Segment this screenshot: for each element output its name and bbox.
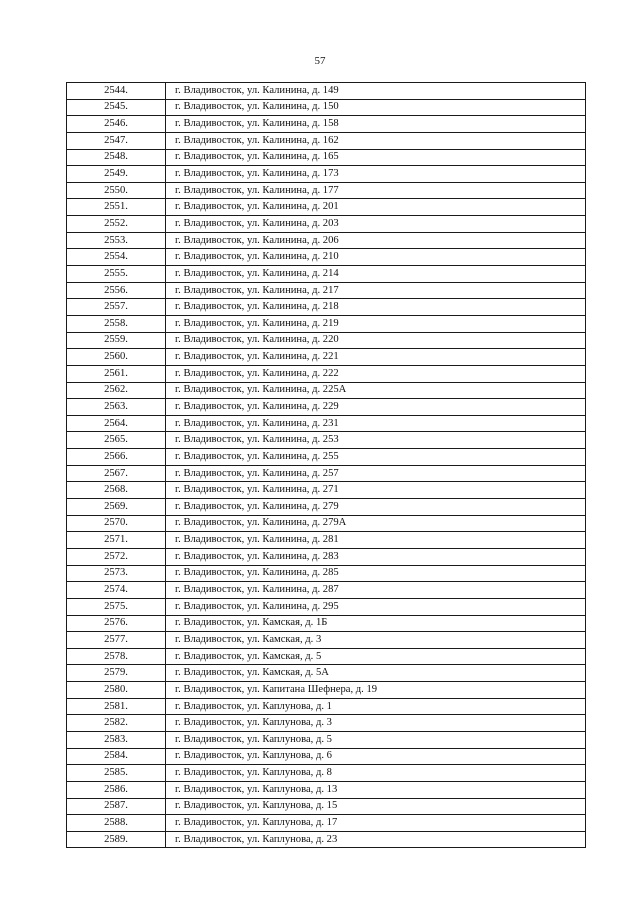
table-row [67,765,586,782]
address-cell: г. Владивосток, ул. Камская, д. 5А [166,665,586,682]
address-cell: г. Владивосток, ул. Калинина, д. 257 [166,465,586,482]
address-cell: г. Владивосток, ул. Калинина, д. 217 [166,282,586,299]
table-row [67,665,586,682]
address-table [66,82,586,848]
address-cell: г. Владивосток, ул. Калинина, д. 279 [166,499,586,516]
address-cell: г. Владивосток, ул. Каплунова, д. 6 [166,748,586,765]
address-cell: г. Владивосток, ул. Калинина, д. 165 [166,149,586,166]
address-cell: г. Владивосток, ул. Калинина, д. 149 [166,83,586,100]
table-row [67,781,586,798]
table-row [67,216,586,233]
row-number-cell: 2559. [67,332,166,349]
address-cell: г. Владивосток, ул. Калинина, д. 279А [166,515,586,532]
address-cell: г. Владивосток, ул. Калинина, д. 214 [166,266,586,283]
table-row [67,315,586,332]
address-table-body [67,83,586,848]
address-cell: г. Владивосток, ул. Калинина, д. 201 [166,199,586,216]
row-number-cell: 2549. [67,166,166,183]
row-number-cell: 2578. [67,648,166,665]
row-number-cell: 2582. [67,715,166,732]
table-row [67,682,586,699]
row-number-cell: 2544. [67,83,166,100]
table-row [67,731,586,748]
table-row [67,415,586,432]
row-number-cell: 2580. [67,682,166,699]
table-row [67,349,586,366]
row-number-cell: 2576. [67,615,166,632]
row-number-cell: 2554. [67,249,166,266]
address-cell: г. Владивосток, ул. Калинина, д. 287 [166,582,586,599]
address-cell: г. Владивосток, ул. Калинина, д. 255 [166,449,586,466]
row-number-cell: 2568. [67,482,166,499]
table-row [67,149,586,166]
table-row [67,249,586,266]
table-row [67,166,586,183]
row-number-cell: 2588. [67,815,166,832]
address-cell: г. Владивосток, ул. Калинина, д. 283 [166,548,586,565]
table-row [67,632,586,649]
row-number-cell: 2570. [67,515,166,532]
table-row [67,831,586,848]
address-cell: г. Владивосток, ул. Каплунова, д. 17 [166,815,586,832]
row-number-cell: 2574. [67,582,166,599]
table-row [67,598,586,615]
row-number-cell: 2548. [67,149,166,166]
row-number-cell: 2572. [67,548,166,565]
table-row [67,432,586,449]
table-row [67,299,586,316]
row-number-cell: 2545. [67,99,166,116]
address-cell: г. Владивосток, ул. Калинина, д. 219 [166,315,586,332]
table-row [67,499,586,516]
row-number-cell: 2552. [67,216,166,233]
address-cell: г. Владивосток, ул. Калинина, д. 229 [166,399,586,416]
row-number-cell: 2556. [67,282,166,299]
address-cell: г. Владивосток, ул. Каплунова, д. 13 [166,781,586,798]
address-cell: г. Владивосток, ул. Калинина, д. 253 [166,432,586,449]
address-cell: г. Владивосток, ул. Камская, д. 1Б [166,615,586,632]
row-number-cell: 2581. [67,698,166,715]
row-number-cell: 2583. [67,731,166,748]
row-number-cell: 2547. [67,132,166,149]
table-row [67,449,586,466]
row-number-cell: 2546. [67,116,166,133]
row-number-cell: 2569. [67,499,166,516]
table-row [67,99,586,116]
row-number-cell: 2585. [67,765,166,782]
row-number-cell: 2579. [67,665,166,682]
table-row [67,365,586,382]
row-number-cell: 2573. [67,565,166,582]
table-row [67,116,586,133]
address-cell: г. Владивосток, ул. Калинина, д. 150 [166,99,586,116]
row-number-cell: 2571. [67,532,166,549]
row-number-cell: 2550. [67,182,166,199]
table-row [67,199,586,216]
table-row [67,232,586,249]
address-cell: г. Владивосток, ул. Капитана Шефнера, д. 19 [166,682,586,699]
table-row [67,565,586,582]
page-number: 57 [314,55,326,67]
table-row [67,648,586,665]
address-cell: г. Владивосток, ул. Каплунова, д. 1 [166,698,586,715]
address-cell: г. Владивосток, ул. Калинина, д. 285 [166,565,586,582]
address-cell: г. Владивосток, ул. Каплунова, д. 5 [166,731,586,748]
address-cell: г. Владивосток, ул. Калинина, д. 203 [166,216,586,233]
address-cell: г. Владивосток, ул. Каплунова, д. 3 [166,715,586,732]
row-number-cell: 2586. [67,781,166,798]
table-row [67,83,586,100]
table-row [67,748,586,765]
address-cell: г. Владивосток, ул. Калинина, д. 220 [166,332,586,349]
address-cell: г. Владивосток, ул. Калинина, д. 206 [166,232,586,249]
row-number-cell: 2560. [67,349,166,366]
row-number-cell: 2561. [67,365,166,382]
row-number-cell: 2566. [67,449,166,466]
address-cell: г. Владивосток, ул. Калинина, д. 162 [166,132,586,149]
address-cell: г. Владивосток, ул. Калинина, д. 295 [166,598,586,615]
address-cell: г. Владивосток, ул. Калинина, д. 231 [166,415,586,432]
table-row [67,698,586,715]
row-number-cell: 2557. [67,299,166,316]
table-row [67,515,586,532]
table-row [67,382,586,399]
row-number-cell: 2562. [67,382,166,399]
table-row [67,132,586,149]
table-row [67,582,586,599]
address-cell: г. Владивосток, ул. Калинина, д. 222 [166,365,586,382]
address-cell: г. Владивосток, ул. Камская, д. 5 [166,648,586,665]
table-row [67,282,586,299]
address-cell: г. Владивосток, ул. Калинина, д. 158 [166,116,586,133]
table-row [67,532,586,549]
address-cell: г. Владивосток, ул. Калинина, д. 210 [166,249,586,266]
row-number-cell: 2584. [67,748,166,765]
table-row [67,548,586,565]
address-cell: г. Владивосток, ул. Калинина, д. 225А [166,382,586,399]
address-cell: г. Владивосток, ул. Калинина, д. 173 [166,166,586,183]
row-number-cell: 2589. [67,831,166,848]
row-number-cell: 2567. [67,465,166,482]
table-row [67,815,586,832]
address-cell: г. Владивосток, ул. Калинина, д. 177 [166,182,586,199]
row-number-cell: 2564. [67,415,166,432]
table-row [67,332,586,349]
row-number-cell: 2553. [67,232,166,249]
row-number-cell: 2575. [67,598,166,615]
row-number-cell: 2577. [67,632,166,649]
row-number-cell: 2555. [67,266,166,283]
table-row [67,266,586,283]
address-cell: г. Владивосток, ул. Каплунова, д. 8 [166,765,586,782]
address-cell: г. Владивосток, ул. Калинина, д. 271 [166,482,586,499]
address-cell: г. Владивосток, ул. Каплунова, д. 23 [166,831,586,848]
table-row [67,715,586,732]
row-number-cell: 2565. [67,432,166,449]
address-cell: г. Владивосток, ул. Калинина, д. 221 [166,349,586,366]
address-cell: г. Владивосток, ул. Калинина, д. 218 [166,299,586,316]
row-number-cell: 2587. [67,798,166,815]
row-number-cell: 2563. [67,399,166,416]
row-number-cell: 2558. [67,315,166,332]
address-cell: г. Владивосток, ул. Камская, д. 3 [166,632,586,649]
table-row [67,399,586,416]
table-row [67,615,586,632]
table-row [67,482,586,499]
address-cell: г. Владивосток, ул. Каплунова, д. 15 [166,798,586,815]
row-number-cell: 2551. [67,199,166,216]
table-row [67,182,586,199]
address-cell: г. Владивосток, ул. Калинина, д. 281 [166,532,586,549]
table-row [67,465,586,482]
table-row [67,798,586,815]
